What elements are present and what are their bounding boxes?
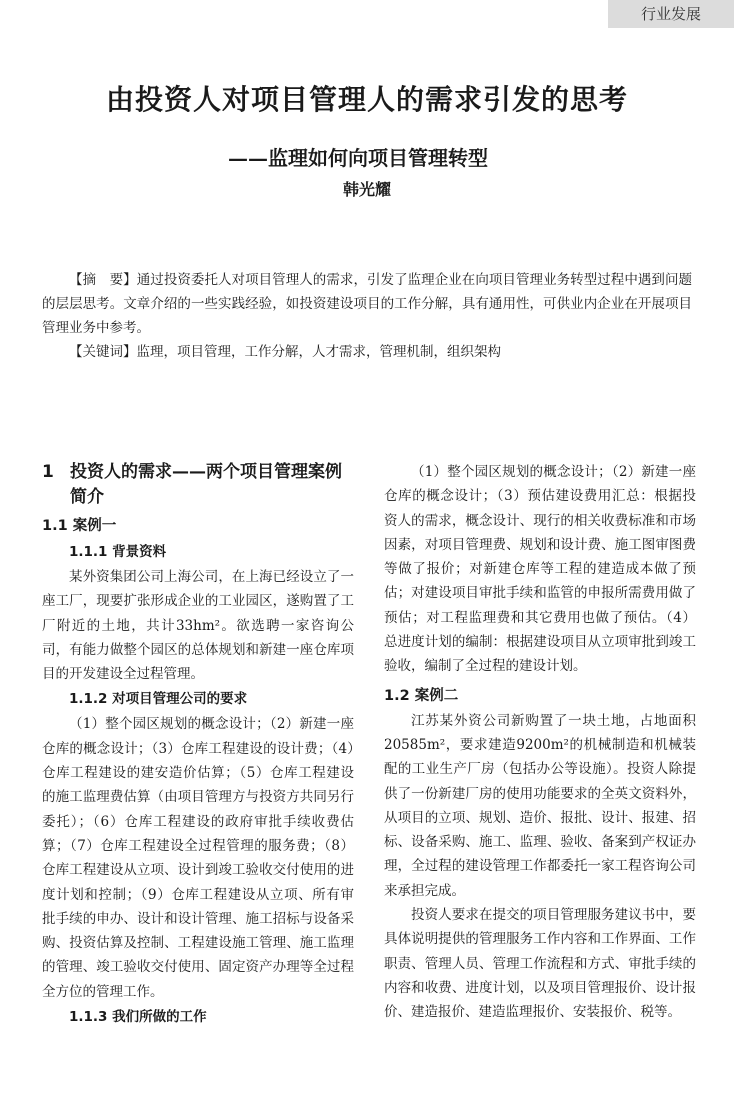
column-tag: 行业发展 [608, 0, 734, 28]
author: 韩光耀 [342, 180, 391, 199]
left-column [42, 460, 354, 1030]
case-2-paragraph-1: 江苏某外资公司新购置了一块土地，占地面积20585m²，要求建造9200m²的机械制造和机械装配的工业生产厂房（包括办公等设施）。投资人除提供了一份新建厂房的使用功能要求的全英文资料外，从项目的立项、规划、造价、报批、设计、报建、招标、设备采购、施工、监理、验收、备案到产权证办理，全过程的建设管理工作都委托一家工程咨询公司来承担完成。 [384, 712, 696, 899]
requirements-paragraph: （1）整个园区规划的概念设计；（2）新建一座仓库的概念设计；（3）仓库工程建设的设计费；（4）仓库工程建设的建安造价估算；（5）仓库工程建设的施工监理费估算（由项目管理方与投资方共同另行委托）；（6）仓库工程建设的政府审批手续收费估算；（7）仓库工程建设全过程管理的服务费；（8）仓库工程建设从立项、设计到竣工验收交付使用的进度计划和控制；（9）仓库工程建设从立项、所有审批手续的申办、设计和设计管理、施工招标与设备采购、投资估算及控制、工程建设施工管理、施工监理的管理、竣工验收交付使用、固定资产办理等全过程全方位的管理工作。 [42, 716, 354, 1000]
subsection-1-1-3-heading: 1.1.3 我们所做的工作 [69, 1009, 207, 1026]
article-subtitle: ——监理如何向项目管理转型 [228, 146, 488, 170]
abstract [42, 268, 692, 340]
section-1-number: 1 [42, 462, 54, 482]
abstract-label: 【摘 要】 [69, 272, 137, 288]
section-1-heading [42, 460, 354, 510]
keywords [42, 340, 692, 364]
work-done-paragraph: （1）整个园区规划的概念设计；（2）新建一座仓库的概念设计；（3）预估建设费用汇总：根据投资人的需求，概念设计、现行的相关收费标准和市场因素，对项目管理费、规划和设计费、施工图审图费等做了报价；对新建仓库等工程的建造成本做了预估；对建设项目审批手续和监管的申报所需费用做了预估；对工程监理费和其它费用也做了预估。（4）总进度计划的编制：根据建设项目从立项审批到竣工验收，编制了全过程的建设计划。 [384, 464, 696, 675]
abstract-block [42, 268, 692, 364]
article-title: 由投资人对项目管理人的需求引发的思考 [105, 83, 628, 116]
subsection-1-1-2-heading: 1.1.2 对项目管理公司的要求 [69, 691, 248, 708]
keywords-label: 【关键词】 [69, 344, 137, 360]
right-column [384, 460, 696, 1025]
section-1-title: 投资人的需求——两个项目管理案例简介 [70, 462, 342, 507]
case-2-paragraph-2: 投资人要求在提交的项目管理服务建议书中，要具体说明提供的管理服务工作内容和工作界面、工作职责、管理人员、管理工作流程和方式、审批手续的内容和收费、进度计划，以及项目管理报价、设计报价、建造报价、建造监理报价、安装报价、税等。 [384, 907, 696, 1021]
background-paragraph: 某外资集团公司上海公司，在上海已经设立了一座工厂，现要扩张形成企业的工业园区，遂购置了工厂附近的土地，共计33hm²。欲选聘一家咨询公司，有能力做整个园区的总体规划和新建一座仓库项目的开发建设全过程管理。 [42, 569, 354, 683]
keywords-text: 监理，项目管理，工作分解，人才需求，管理机制，组织架构 [136, 344, 501, 360]
subsection-1-1-1-heading: 1.1.1 背景资料 [69, 544, 167, 560]
case-2-heading: 1.2 案例二 [384, 687, 459, 704]
abstract-text: 通过投资委托人对项目管理人的需求，引发了监理企业在向项目管理业务转型过程中遇到问题的层层思考。文章介绍的一些实践经验，如投资建设项目的工作分解，具有通用性，可供业内企业在开展项目管理业务中参考。 [42, 272, 693, 336]
case-1-heading: 1.1 案例一 [42, 518, 117, 534]
